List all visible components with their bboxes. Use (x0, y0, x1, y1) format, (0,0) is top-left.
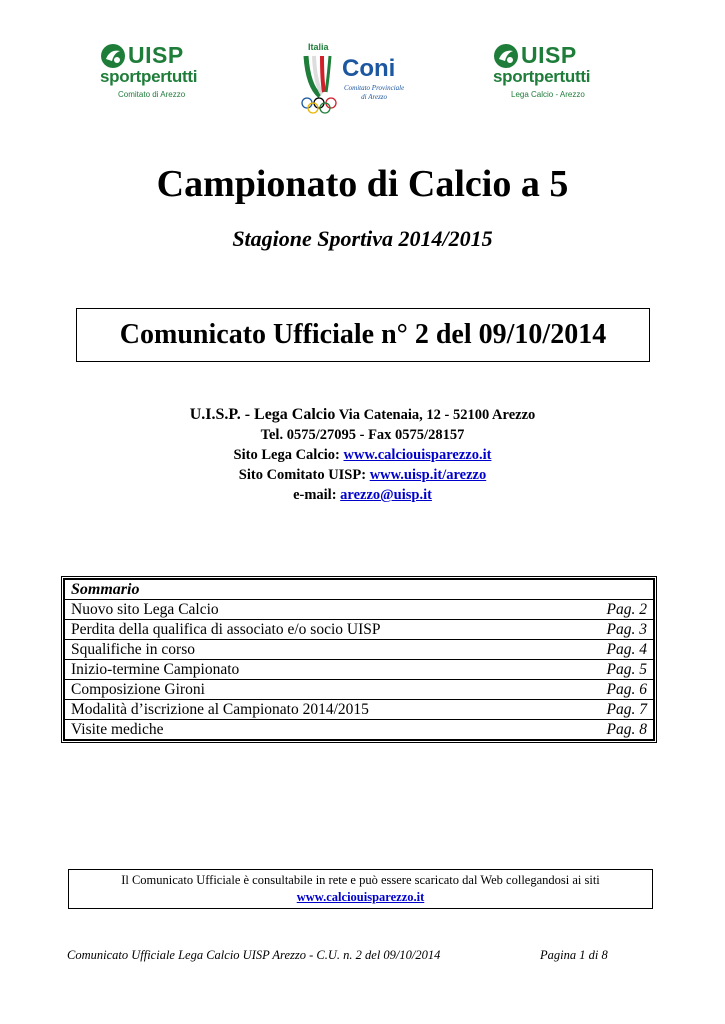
footnote-link[interactable]: www.calciouisparezzo.it (296, 890, 425, 904)
communique-title: Comunicato Ufficiale n° 2 del 09/10/2014 (119, 319, 607, 350)
coni-name: Coni (342, 55, 396, 82)
coni-logo (300, 42, 430, 122)
contact-block (0, 405, 725, 505)
contact-email-line (0, 485, 725, 505)
coni-sub (344, 84, 404, 102)
site-link[interactable]: www.calciouisparezzo.it (343, 447, 492, 463)
summary-item-label: Modalità d’iscrizione al Campionato 2014/2015 (65, 700, 562, 720)
uisp-tagline: sportpertutti (493, 67, 591, 86)
olympic-rings-icon (300, 96, 344, 116)
site-label: Sito Lega Calcio: (233, 447, 340, 463)
table-row (65, 620, 654, 640)
table-row (65, 680, 654, 700)
summary-item-label: Nuovo sito Lega Calcio (65, 600, 562, 620)
coni-sub-line1: Comitato Provinciale (344, 84, 405, 92)
uisp-link[interactable]: www.uisp.it/arezzo (369, 467, 487, 483)
coni-sub-line2: di Arezzo (361, 93, 388, 101)
footnote-box (68, 869, 653, 909)
uisp-emblem-icon (100, 43, 126, 69)
uisp-logo-left (100, 42, 240, 122)
uisp-label: Sito Comitato UISP: (238, 467, 367, 483)
uisp-tagline: sportpertutti (100, 67, 198, 86)
contact-address-line (0, 405, 725, 425)
coni-italia: Italia (308, 42, 329, 52)
coni-flag-icon (300, 46, 340, 102)
table-row (65, 660, 654, 680)
summary-item-label: Perdita della qualifica di associato e/o socio UISP (65, 620, 562, 640)
table-row (65, 640, 654, 660)
summary-item-label: Composizione Gironi (65, 680, 562, 700)
uisp-emblem-icon (493, 43, 519, 69)
table-row (65, 700, 654, 720)
summary-item-label: Inizio-termine Campionato (65, 660, 562, 680)
table-row (65, 720, 654, 740)
summary-table (64, 579, 654, 740)
season-subtitle: Stagione Sportiva 2014/2015 (232, 226, 493, 251)
summary-item-label: Visite mediche (65, 720, 562, 740)
summary-item-page: Pag. 2 (561, 600, 654, 620)
table-row (65, 600, 654, 620)
communique-box (76, 308, 650, 362)
summary-item-page: Pag. 6 (561, 680, 654, 700)
contact-uisp-line (0, 465, 725, 485)
footer-page-number: Pagina 1 di 8 (540, 948, 608, 962)
contact-phone: Tel. 0575/27095 - Fax 0575/28157 (260, 427, 465, 443)
footnote-text: Il Comunicato Ufficiale è consultabile in rete e può essere scaricato dal Web collegandosi ai siti (121, 873, 600, 887)
uisp-brand: UISP (128, 42, 184, 68)
uisp-brand: UISP (521, 42, 577, 68)
org-address: Via Catenaia, 12 - 52100 Arezzo (338, 407, 536, 423)
summary-item-label: Squalifiche in corso (65, 640, 562, 660)
page-title: Campionato di Calcio a 5 (156, 163, 569, 205)
uisp-logo-right (493, 42, 633, 122)
summary-item-page: Pag. 8 (561, 720, 654, 740)
summary-item-page: Pag. 3 (561, 620, 654, 640)
email-link[interactable]: arezzo@uisp.it (340, 487, 432, 503)
summary-item-page: Pag. 4 (561, 640, 654, 660)
summary-box (61, 576, 657, 743)
summary-item-page: Pag. 7 (561, 700, 654, 720)
uisp-sub: Lega Calcio - Arezzo (511, 90, 585, 99)
uisp-sub: Comitato di Arezzo (118, 90, 186, 99)
org-name: U.I.S.P. - Lega Calcio (189, 406, 336, 423)
contact-site-line (0, 445, 725, 465)
email-label: e-mail: (293, 487, 337, 503)
footer-left: Comunicato Ufficiale Lega Calcio UISP Arezzo - C.U. n. 2 del 09/10/2014 (67, 948, 441, 962)
summary-item-page: Pag. 5 (561, 660, 654, 680)
summary-heading: Sommario (65, 580, 654, 600)
